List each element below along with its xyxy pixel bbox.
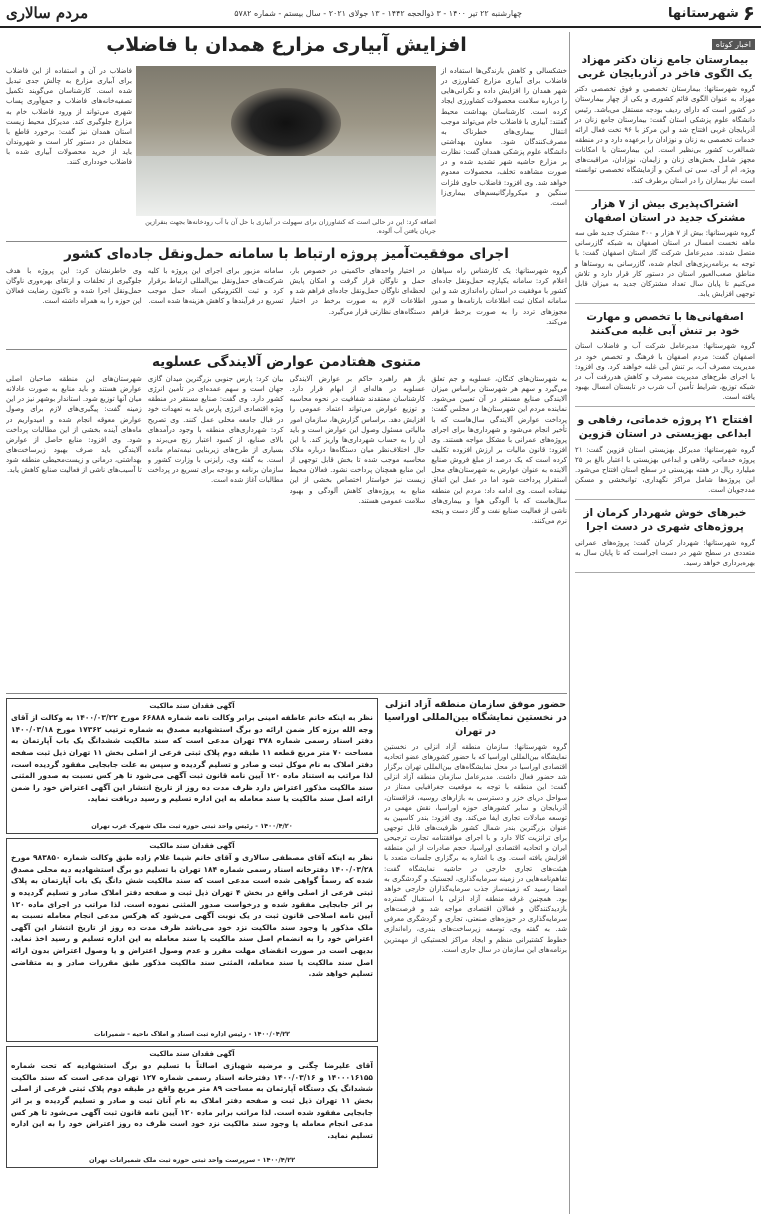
road-transport-article [6, 242, 567, 350]
section-name: شهرستانها [668, 5, 739, 21]
sewage-pipe-photo [136, 66, 436, 216]
notice-footer: ۱۴۰۰/۴/۲۲ - سرپرست واحد ثبتی حوزه ثبت ملک شمیرانات تهران [88, 1156, 296, 1164]
article-headline: حضور موفق سازمان منطقه آزاد انزلی در نخستین نمایشگاه بین‌المللی اوراسیا در تهران [384, 699, 567, 737]
sidebar-news-title: بیمارستان جامع زنان دکتر مهزاد یک الگوی فاخر در آذربایجان غربی [577, 54, 753, 81]
sidebar-news-body: گروه شهرستانها: مدیرعامل شرکت آب و فاضلاب استان اصفهان گفت: مردم اصفهان با فرهنگ و تخصص خود در مدیریت مصرف آب، بر تنش آبی غلبه خواهند کرد. وی افزود: با اجرای طرح‌های مدیریت مصرف و کاهش هدررفت آب در شبکه توزیع، شرایط تأمین آب شرب در تابستان امسال بهبود یافته است. [575, 342, 755, 402]
notice-title: آگهی فقدان سند مالکیت [149, 1050, 235, 1058]
legal-notice [6, 838, 378, 1042]
date-line: چهارشنبه ۲۲ تیر ۱۴۰۰ - ۳ ذوالحجه ۱۴۴۲ - ۱۳ جولای ۲۰۲۱ - سال بیستم - شماره ۵۷۸۲ [234, 8, 522, 18]
sidebar-news-title: خبرهای خوش شهردار کرمان از پروژه‌های شهری در دست اجرا [583, 507, 747, 534]
notice-footer: ۱۴۰۰/۰۴/۲۲ - رئیس اداره ثبت اسناد و املاک ناحیه - شمیرانات [93, 1030, 291, 1038]
wastewater-shape [136, 156, 436, 216]
article-column: وی خاطرنشان کرد: این پروژه با هدف جلوگیری از تخلفات و ارتقای بهره‌وری ناوگان حمل‌ونقل اجرا شده و تاکنون رضایت فعالان این حوزه را به همراه داشته است. [6, 267, 142, 306]
sidebar-news-item [575, 506, 755, 573]
notice-body: نظر به اینکه خانم عاطفه امینی برابر وکالت نامه شماره ۶۶۸۸۸ مورخ ۱۴۰۰/۰۳/۲۲ به وکالت از آقای وجه الله برزه کار ضمن ارائه دو برگ استشهادیه مصدق به شماره ترتیب ۱۷۳۶۲ مورخ ۱۴۰۰/۰۳/۱۸ دفتر اسناد رسمی شماره ۳۷۸ تهران مدعی است که سند مالکیت ششدانگ یک باب آپارتمان به مساحت ۷۰ متر مربع قطعه ۱۱ طبقه دوم پلاک ثبتی فرعی از اصلی بخش ۱۱ تهران ذیل ثبت صفحه دفتر املاک به نام موکل ثبت و صادر و تسلیم گردیده و سپس به علت جابجایی مفقود گردیده است، لذا مراتب به استناد ماده ۱۲۰ آیین نامه قانون ثبت آگهی می‌شود تا هر کس نسبت به صدور المثنی سند مالکیت مذکور اعتراض دارد ظرف مدت ده روز از تاریخ انتشار این آگهی اعتراض خود را ضمن ارائه اصل سند مالکیت یا سند معامله به این اداره تسلیم و رسید دریافت نماید. [11, 713, 373, 804]
legal-notice [6, 1046, 378, 1168]
article-headline: متنوی هفتادمن عوارض آلایندگی عسلویه [151, 354, 422, 370]
lead-headline: افزایش آبیاری مزارع همدان با فاضلاب [106, 34, 467, 56]
notice-body: آقای علیرضا چگنی و مرضیه شهبازی اصالتاً با تسلیم دو برگ استشهادیه که تحت شماره ۱۴۰۰۰۱۶۱۵۵ و ۱۴۰۰/۰۳/۱۶ دفترخانه اسناد رسمی شماره ۱۲۷ تهران مدعی است که سند مالکیت ششدانگ یک دستگاه آپارتمان به مساحت ۸۹ متر مربع واقع در طبقه دوم پلاک ثبتی فرعی از اصلی بخش ۱۱ تهران ذیل ثبت و صفحه دفتر املاک به نام آنان ثبت و صادر و تسلیم گردیده و بر اثر جابجایی مفقود شده است. لذا مراتب برابر ماده ۱۲۰ آیین نامه قانون ثبت آگهی می‌شود تا هر کس مدعی انجام معامله یا وجود سند مالکیت نزد خود است ظرف ده روز اعتراض خود را به این اداره تسلیم نماید. [11, 1061, 373, 1140]
sidebar-news-body: گروه شهرستانها: شهردار کرمان گفت: پروژه‌های عمرانی متعددی در سطح شهر در دست اجراست که تا پایان سال به بهره‌برداری خواهد رسید. [575, 538, 755, 567]
sidebar-news-item [575, 197, 755, 304]
main-content [6, 32, 567, 1214]
sidebar-news-body: گروه شهرستانها: بیش از ۷ هزار و ۳۰۰ مشترک جدید طی سه ماهه نخست امسال در استان اصفهان به شبکه گازرسانی متصل شدند. مدیرعامل شرکت گاز استان اصفهان گفت: با توجه به برنامه‌ریزی‌های انجام شده، گازرسانی به روستاها و مناطق صعب‌العبور استان در دستور کار قرار دارد و تلاش می‌کنیم تا پایان سال تعداد مشترکان جدید به میزان قابل توجهی افزایش یابد. [575, 229, 755, 298]
bottom-section [6, 694, 567, 1184]
notice-footer: ۱۴۰۰/۴/۲۰ - رئیس واحد ثبتی حوزه ثبت ملک شهرک غرب تهران [91, 822, 293, 830]
article-column: باز هم راهبرد حاکم بر عوارض آلایندگی عسلویه در هاله‌ای از ابهام قرار دارد. کارشناسان معتقدند شفافیت در نحوه محاسبه و توزیع عوارض می‌تواند اعتماد عمومی را افزایش دهد. براساس گزارش‌ها، سازمان امور مالیاتی مسئول وصول این عوارض است و باید آن را به حساب شهرداری‌ها واریز کند. با این حال اختلاف‌نظر میان دستگاه‌ها درباره ملاک محاسبه موجب شده تا بخش قابل توجهی از این منابع همچنان پرداخت نشود. فعالان محیط زیست نیز خواستار اختصاص بخشی از این منابع به پروژه‌های کاهش آلودگی و بهبود سلامت عمومی هستند. [289, 375, 426, 505]
notice-body: نظر به اینکه آقای مصطفی سالاری و آقای خانم شیما غلام زاده طبق وکالت شماره ۹۸۳۸۵۰ مورخ ۱۴۰۰/۰۳/۲۸ دفترخانه اسناد رسمی شماره ۱۸۴ تهران با تسلیم دو برگ استشهادیه دیه محلی مصدق شده که رسماً گواهی شده است مدعی است که سند مالکیت شش دانگ یک باب آپارتمان به پلاک ثبتی فرعی از اصلی واقع در بخش ۴ تهران ذیل ثبت و صفحه دفتر املاک صادر و تسلیم گردیده و بر اثر جابجایی مفقود شده و درخواست صدور المثنی نموده است. لذا مراتب در اجرای ماده ۱۲۰ آیین نامه اصلاحی قانون ثبت در یک نوبت آگهی می‌شود که هرکس مدعی انجام معامله نسبت به ملک مذکور یا وجود سند مالکیت نزد خود می‌باشد ظرف مدت ده روز از تاریخ انتشار این آگهی اعتراض خود را به انضمام اصل سند مالکیت یا سند معامله به این اداره تسلیم و رسید اخذ نماید. بدیهی است در صورت انقضای مهلت مقرر و عدم وصول اعتراض و یا وصول اعتراض بدون ارائه اصل سند مالکیت یا سند معامله، المثنی سند مالکیت مذکور طبق مقررات صادر و به متقاضی تسلیم خواهد شد. [11, 853, 373, 979]
article-column: شهرستان‌های این منطقه صاحبان اصلی عوارض هستند و باید منابع به صورت عادلانه میان آنها توزیع شود. استاندار بوشهر نیز در این زمینه گفت: پیگیری‌های لازم برای وصول عوارض معوقه انجام شده و امیدواریم در ماه‌های آینده بخشی از این مطالبات پرداخت شود. وی افزود: منابع حاصل از عوارض آلایندگی باید صرف بهبود زیرساخت‌های بهداشتی، درمانی و زیست‌محیطی منطقه شود تا آسیب‌های ناشی از فعالیت صنایع کاهش یابد. [6, 375, 142, 475]
article-column: گروه شهرستانها: یک کارشناس راه سپاهان اعلام کرد: سامانه یکپارچه حمل‌ونقل جاده‌ای کشور با موفقیت در استان راه‌اندازی شد و این سامانه امکان ثبت اطلاعات بارنامه‌ها و صدور مجوزهای تردد را به صورت برخط فراهم می‌کند. [431, 267, 567, 326]
section-label [668, 1, 755, 25]
sidebar-news-body: گروه شهرستانها: مدیرکل بهزیستی استان قزوین گفت: ۲۱ پروژه خدماتی، رفاهی و ابداعی بهزیستی با اعتبار بالغ بر ۲۵ میلیارد ریال در هفته بهزیستی در سطح استان افتتاح می‌شود. این پروژه‌ها شامل مراکز نگهداری، توانبخشی و مسکن مددجویان است. [575, 445, 755, 495]
anzali-article [384, 698, 567, 1184]
sidebar-news-item [575, 53, 755, 191]
pollution-fees-article [6, 350, 567, 694]
newspaper-logo: مردم سالاری [6, 4, 89, 22]
sidebar-news-item [575, 413, 755, 500]
lead-text-left: فاضلاب در آن و استفاده از این فاضلاب برای آبیاری مزارع به چالش جدی تبدیل شده است. کارشناسان می‌گویند تکمیل تصفیه‌خانه‌های فاضلاب و جمع‌آوری پساب شهری می‌تواند از ورود فاضلاب خام به مزارع جلوگیری کند. مدیرکل محیط زیست استان همدان نیز گفت: برخورد قاطع با متخلفان در دستور کار است و شهروندان باید از خرید محصولات آبیاری شده با فاضلاب خودداری کنند. [6, 67, 132, 167]
page-header [0, 0, 761, 28]
article-column: در اختیار واحدهای حاکمیتی در خصوص بار، حمل و ناوگان قرار گرفت و امکان پایش لحظه‌ای ناوگان حمل‌ونقل جاده‌ای فراهم شد و اطلاعات لازم به صورت برخط در اختیار دستگاه‌های نظارتی قرار می‌گیرد. [289, 267, 426, 316]
article-column: بیان کرد: پارس جنوبی بزرگترین میدان گازی جهان است و سهم عمده‌ای در تأمین انرژی کشور دارد. وی گفت: صنایع مستقر در منطقه ویژه اقتصادی انرژی پارس باید به تعهدات خود در قبال جامعه محلی عمل کنند. وی تصریح کرد: شهرداری‌های منطقه با وجود درآمدهای بالای صنایع، از کمبود اعتبار رنج می‌برند و بسیاری از طرح‌های زیربنایی نیمه‌تمام مانده است. به گفته وی، رایزنی با وزارت کشور و سازمان برنامه و بودجه برای تسریع در پرداخت مطالبات آغاز شده است. [147, 375, 284, 485]
notice-title: آگهی فقدان سند مالکیت [149, 702, 235, 710]
notice-title: آگهی فقدان سند مالکیت [149, 842, 235, 850]
sidebar-news-body: گروه شهرستانها: بیمارستان تخصصی و فوق تخصصی دکتر مهزاد به عنوان الگوی قائم کشوری و یکی از چهار بیمارستان در کشور است که دارای ردیف بودجه مستقل می‌باشد. رئیس دانشگاه علوم پزشکی استان گفت: بیمارستان جامع زنان در آذربایجان غربی افتتاح شد و این مرکز با ۹۶ تخت فعال ارائه خدمات تخصصی به زنان و نوزادان را برعهده دارد و در منطقه شمالغرب کشور بی‌نظیر است. این بیمارستان با امکانات مجهز شامل بخش‌های زنان و زایمان، نوزادان، مراقبت‌های ویژه، ام آر آی، سی تی اسکن و آزمایشگاه تخصصی توانسته است نیاز بیماران را در استان برطرف کند. [575, 85, 755, 185]
sidebar-news-title: افتتاح ۲۱ پروژه خدماتی، رفاهی و ابداعی بهزیستی در استان قزوین [577, 414, 753, 441]
article-column: به شهرستان‌های کنگان، عسلویه و جم تعلق می‌گیرد و سهم هر شهرستان براساس میزان آلایندگی صنایع مستقر در آن تعیین می‌شود. نماینده مردم این شهرستان‌ها در مجلس گفت: پرداخت عوارض آلایندگی سال‌هاست که با تأخیر انجام می‌شود و شهرداری‌ها برای اجرای پروژه‌های عمرانی با مشکل مواجه هستند. وی افزود: قانون مالیات بر ارزش افزوده تکلیف کرده است که یک درصد از مبلغ فروش صنایع آلاینده به عنوان عوارض به شهرستان‌های محل استقرار پرداخت شود اما در عمل این اتفاق نیفتاده است. وی ادامه داد: مردم این منطقه سال‌هاست که با آلودگی هوا و بیماری‌های ناشی از فعالیت صنایع نفت و گاز دست و پنجه نرم می‌کنند. [431, 375, 567, 525]
legal-notices [6, 698, 378, 1184]
sidebar-news-title: اصفهانی‌ها با تخصص و مهارت خود بر تنش آبی غلبه می‌کنند [586, 311, 744, 338]
photo-caption: اضافه کرد: این در حالی است که کشاورزان برای سهولت در آبیاری با حل آن با آب رودخانه‌ها بجهت بنفرازین جریان یافتن آب آلوده. [145, 218, 436, 235]
lead-text-right: خشکسالی و کاهش بارندگی‌ها استفاده از فاضلاب برای آبیاری مزارع کشاورزی در شهر همدان را افزایش داده و نگرانی‌هایی را درباره سلامت محصولات کشاورزی ایجاد کرده است. کارشناسان بهداشت محیط گفتند: آبیاری با فاضلاب خام می‌تواند موجب انتقال بیماری‌های خطرناک به مصرف‌کنندگان شود. معاون بهداشتی دانشگاه علوم پزشکی همدان گفت: نظارت بر مزارع حاشیه شهر تشدید شده و در صورت مشاهده تخلف، محصولات معدوم خواهد شد. وی افزود: فاضلاب حاوی فلزات سنگین و میکروارگانیسم‌های بیماری‌زا است. [441, 67, 567, 207]
article-body: گروه شهرستانها: سازمان منطقه آزاد انزلی در نخستین نمایشگاه بین‌المللی اوراسیا که با حضور کشورهای عضو اتحادیه اقتصادی اوراسیا در محل نمایشگاه‌های بین‌المللی تهران برگزار شد حضور فعال داشت. مدیرعامل سازمان منطقه آزاد انزلی گفت: این منطقه با توجه به موقعیت جغرافیایی ممتاز در سواحل دریای خزر و دسترسی به بازارهای روسیه، قزاقستان، آذربایجان و سایر کشورهای حوزه اوراسیا، نقش مهمی در توسعه مبادلات تجاری ایفا می‌کند. وی افزود: بندر کاسپین به عنوان بزرگترین بندر شمال کشور ظرفیت‌های قابل توجهی برای ترانزیت کالا دارد و با اجرای موافقتنامه تجارت ترجیحی ایران و اتحادیه اقتصادی اوراسیا، حجم صادرات از این منطقه افزایش یافته است. وی با اشاره به برگزاری جلسات متعدد با هیئت‌های تجاری خارجی در حاشیه نمایشگاه گفت: تفاهم‌نامه‌هایی در زمینه سرمایه‌گذاری، لجستیک و گردشگری به امضا رسید که زمینه‌ساز جذب سرمایه‌گذاران خارجی خواهد بود. همچنین غرفه منطقه آزاد انزلی با استقبال گسترده بازدیدکنندگان و فعالان اقتصادی مواجه شد و فرصت‌های سرمایه‌گذاری در حوزه‌های صنعتی، تجاری و گردشگری معرفی شد. به گفته وی، توسعه زیرساخت‌های بندری، راه‌اندازی خطوط کشتیرانی منظم و ایجاد مراکز لجستیکی از مهمترین برنامه‌های این سازمان در سال جاری است. [384, 742, 567, 954]
sidebar-news-title: اشتراک‌پذیری بیش از ۷ هزار مشترک جدید در استان اصفهان [584, 197, 746, 224]
sidebar-news-item [575, 310, 755, 407]
article-column: سامانه مزبور برای اجرای این پروژه با کلیه شرکت‌های حمل‌ونقل بین‌المللی ارتباط برقرار کرد و ثبت الکترونیکی اسناد حمل موجب تسریع در فرآیندها و کاهش هزینه‌ها شده است. [147, 267, 284, 306]
sidebar-tag: اخبار کوتاه [712, 39, 755, 50]
article-headline: اجرای موفقیت‌آمیز پروژه ارتباط با سامانه حمل‌ونقل جاده‌ای کشور [64, 246, 509, 262]
page-number: ۶ [742, 1, 755, 25]
legal-notice [6, 698, 378, 834]
lead-article [6, 32, 567, 242]
news-sidebar [569, 32, 755, 1214]
pipe-outlet-shape [231, 88, 341, 158]
